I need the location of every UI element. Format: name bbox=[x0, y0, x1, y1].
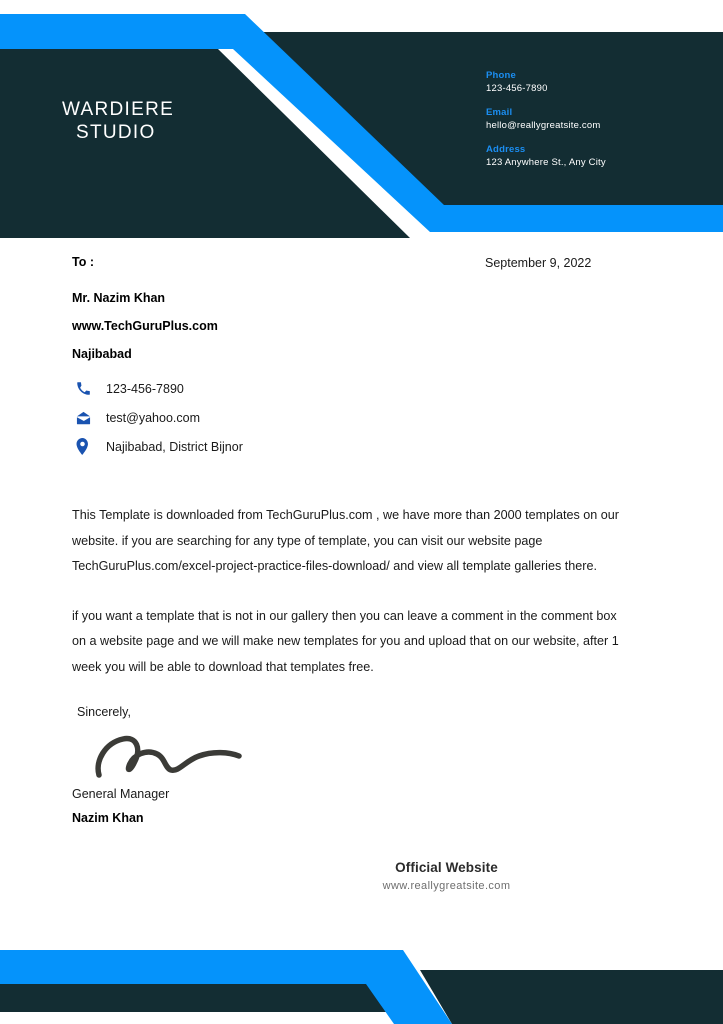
brand-line-2: STUDIO bbox=[76, 122, 156, 143]
envelope-icon bbox=[72, 411, 100, 425]
to-label: To : bbox=[72, 255, 94, 269]
recipient-contact-rows bbox=[72, 374, 651, 461]
signer-name: Nazim Khan bbox=[72, 810, 144, 825]
closing-text: Sincerely, bbox=[77, 704, 131, 719]
signer-role: General Manager bbox=[72, 786, 170, 801]
header-contact-address bbox=[486, 144, 706, 168]
address-label: Address bbox=[486, 144, 526, 155]
official-website-title: Official Website bbox=[395, 860, 498, 875]
recipient-email-row bbox=[72, 403, 651, 432]
official-website-url: www.reallygreatsite.com bbox=[382, 880, 511, 892]
header-contact-block bbox=[486, 70, 706, 181]
recipient-block bbox=[72, 272, 651, 363]
address-value: 123 Anywhere St., Any City bbox=[486, 157, 606, 168]
official-website-block bbox=[0, 860, 723, 892]
handwritten-signature-icon bbox=[89, 723, 289, 783]
brand-line-1: WARDIERE bbox=[62, 99, 175, 120]
location-pin-icon bbox=[72, 438, 100, 455]
letter-signoff bbox=[72, 704, 651, 825]
recipient-website: www.TechGuruPlus.com bbox=[72, 319, 218, 333]
footer-dark-shape-left bbox=[0, 984, 407, 1012]
phone-label: Phone bbox=[486, 70, 517, 81]
letter-paragraph-2: if you want a template that is not in our gallery then you can leave a comment in the comment box on a website page and we will make new templates for you and upload that on our website, after 1 week you will be able to download that templates free. bbox=[72, 608, 619, 674]
recipient-email-value: test@yahoo.com bbox=[106, 410, 200, 425]
footer-decoration-graphic bbox=[0, 930, 723, 1024]
email-value: hello@reallygreatsite.com bbox=[486, 120, 601, 131]
recipient-city: Najibabad bbox=[72, 347, 132, 361]
recipient-phone-row bbox=[72, 374, 651, 403]
footer-dark-shape-right bbox=[420, 970, 723, 1024]
letter-date: September 9, 2022 bbox=[485, 256, 592, 270]
header-contact-email bbox=[486, 107, 706, 131]
letter-paragraph-1: This Template is downloaded from TechGuruPlus.com , we have more than 2000 templates on our website. if you are searching for any type of template, you can visit our website page TechGuruPlus.com/excel-project-practice-files-download/ and view all template galleries there. bbox=[72, 508, 619, 574]
phone-value: 123-456-7890 bbox=[486, 83, 548, 94]
letter-topline bbox=[72, 240, 651, 272]
letter-paragraphs bbox=[72, 503, 620, 681]
letterhead-footer bbox=[0, 930, 723, 1024]
brand-name bbox=[62, 98, 174, 144]
recipient-name: Mr. Nazim Khan bbox=[72, 291, 166, 305]
header-contact-phone bbox=[486, 70, 706, 94]
letter-body bbox=[0, 240, 723, 825]
recipient-address-row bbox=[72, 432, 651, 461]
phone-icon bbox=[72, 381, 100, 396]
email-label: Email bbox=[486, 107, 513, 118]
recipient-address-value: Najibabad, District Bijnor bbox=[106, 439, 243, 454]
recipient-phone-value: 123-456-7890 bbox=[106, 381, 184, 396]
letterhead-header bbox=[0, 0, 723, 240]
signature-image bbox=[89, 723, 651, 785]
